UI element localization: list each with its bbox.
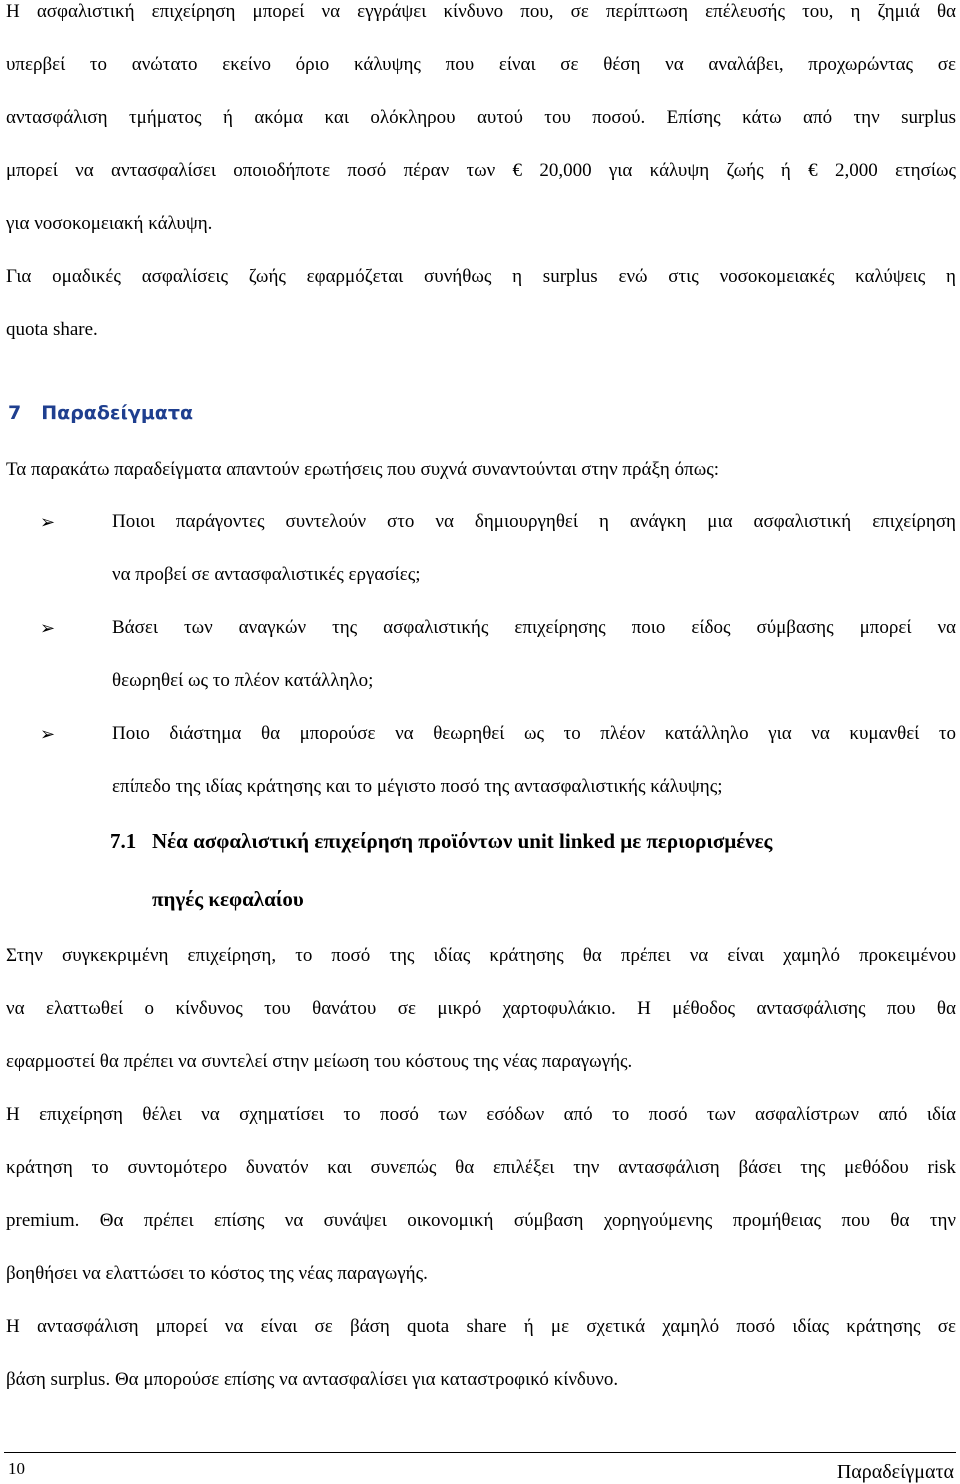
body-text-line: βοηθήσει να ελαττώσει το κόστος της νέας παραγωγής. — [6, 1263, 428, 1284]
body-text-line: υπερβεί το ανώτατο εκείνο όριο κάλυψης που είναι σε θέση να αναλάβει, προχωρώντας σε — [6, 54, 956, 75]
body-text-line: Στην συγκεκριμένη επιχείρηση, το ποσό της ιδίας κράτησης θα πρέπει να είναι χαμηλό προκειμένου — [6, 945, 956, 966]
body-text-line: Η επιχείρηση θέλει να σχηματίσει το ποσό των εσόδων από το ποσό των ασφαλίστρων από ιδία — [6, 1104, 956, 1125]
bullet-item-text: Ποιοι παράγοντες συντελούν στο να δημιουργηθεί η ανάγκη μια ασφαλιστική επιχείρηση — [112, 511, 956, 532]
body-text-line: Η αντασφάλιση μπορεί να είναι σε βάση quota share ή με σχετικά χαμηλό ποσό ιδίας κράτησης σε — [6, 1316, 956, 1337]
arrow-bullet-icon: ➢ — [40, 618, 56, 638]
subsection-title: πηγές κεφαλαίου — [152, 887, 304, 911]
subsection-title: Νέα ασφαλιστική επιχείρηση προϊόντων unit linked με περιορισμένες — [152, 829, 773, 853]
body-text-line: quota share. — [6, 319, 98, 340]
body-text-line: Η ασφαλιστική επιχείρηση μπορεί να εγγράψει κίνδυνο που, σε περίπτωση επέλευσής του, η ζημιά θα — [6, 1, 956, 22]
body-text-line: εφαρμοστεί θα πρέπει να συντελεί στην μείωση του κόστους της νέας παραγωγής. — [6, 1051, 633, 1072]
arrow-bullet-icon: ➢ — [40, 724, 56, 744]
bullet-item-text: να προβεί σε αντασφαλιστικές εργασίες; — [112, 564, 421, 585]
subsection-number: 7.1 — [110, 829, 137, 853]
bullet-item-text: θεωρηθεί ως το πλέον κατάλληλο; — [112, 670, 374, 691]
footer-section-name: Παραδείγματα — [836, 1461, 954, 1483]
footer-divider — [4, 1452, 956, 1453]
body-text-line: αντασφάλιση τμήματος ή ακόμα και ολόκληρου αυτού του ποσού. Επίσης κάτω από την surplus — [6, 107, 956, 128]
body-text-line: Για ομαδικές ασφαλίσεις ζωής εφαρμόζεται συνήθως η surplus ενώ στις νοσοκομειακές καλύψεις η — [6, 266, 956, 287]
section-intro: Τα παρακάτω παραδείγματα απαντούν ερωτήσεις που συχνά συναντούνται στην πράξη όπως: — [6, 459, 720, 480]
section-heading — [8, 400, 193, 426]
section-title: Παραδείγματα — [41, 402, 194, 424]
section-number: 7 — [8, 402, 22, 424]
arrow-bullet-icon: ➢ — [40, 512, 56, 532]
body-text-line: για νοσοκομειακή κάλυψη. — [6, 213, 213, 234]
body-text-line: βάση surplus. Θα μπορούσε επίσης να αντασφαλίσει για καταστροφικό κίνδυνο. — [6, 1369, 619, 1390]
body-text-line: κράτηση το συντομότερο δυνατόν και συνεπώς θα επιλέξει την αντασφάλιση βάσει της μεθόδου risk — [6, 1157, 956, 1178]
page-number: 10 — [8, 1459, 25, 1478]
body-text-line: να ελαττωθεί ο κίνδυνος του θανάτου σε μικρό χαρτοφυλάκιο. Η μέθοδος αντασφάλισης που θα — [6, 998, 956, 1019]
bullet-item-text: Ποιο διάστημα θα μπορούσε να θεωρηθεί ως το πλέον κατάλληλο για να κυμανθεί το — [112, 723, 956, 744]
bullet-item-text: επίπεδο της ιδίας κράτησης και το μέγιστο ποσό της αντασφαλιστικής κάλυψης; — [112, 776, 723, 797]
body-text-line: premium. Θα πρέπει επίσης να συνάψει οικονομική σύμβαση χορηγούμενης προμήθειας που θα την — [6, 1210, 956, 1231]
body-text-line: μπορεί να αντασφαλίσει οποιοδήποτε ποσό πέραν των € 20,000 για κάλυψη ζωής ή € 2,000 ετησίως — [6, 160, 956, 181]
bullet-item-text: Βάσει των αναγκών της ασφαλιστικής επιχείρησης ποιο είδος σύμβασης μπορεί να — [112, 617, 956, 638]
